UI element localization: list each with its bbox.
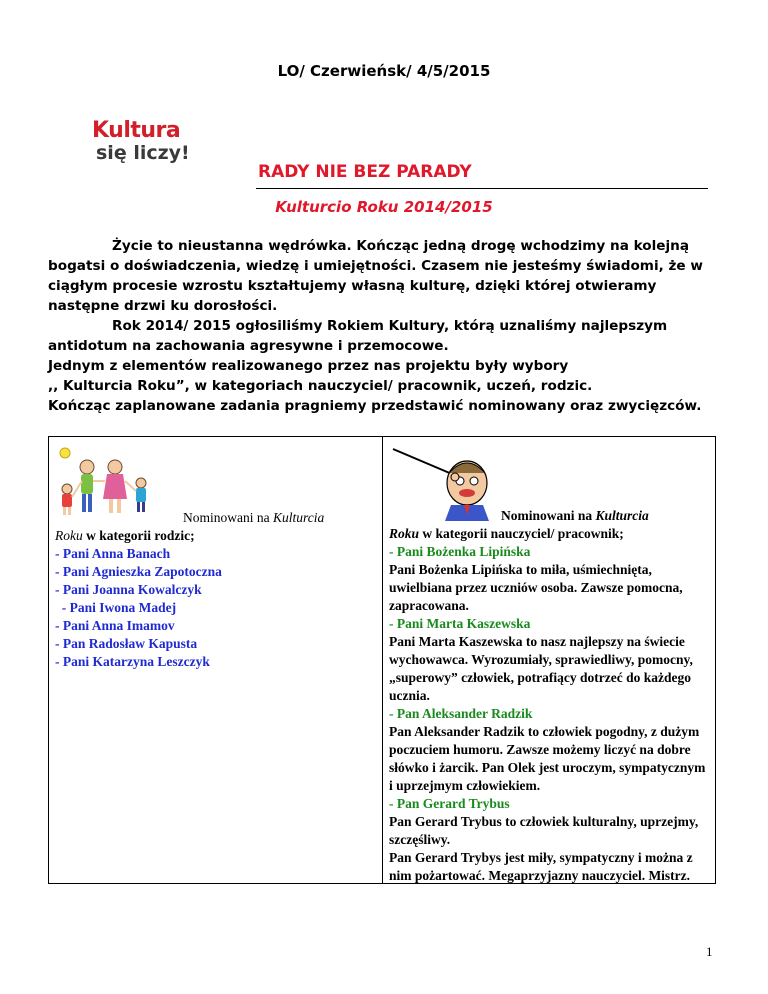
nominee-name: - Pani Anna Banach <box>55 546 171 561</box>
parent-category-heading <box>55 509 377 527</box>
heading-text: Nominowani na <box>501 508 596 523</box>
page-number: 1 <box>706 944 713 959</box>
heading-text: Nominowani na <box>183 510 273 525</box>
page-title: RADY NIE BEZ PARADY <box>258 162 472 182</box>
intro-text <box>48 236 728 416</box>
intro-paragraph: Jednym z elementów realizowanego przez nas projektu były wybory <box>48 358 569 374</box>
intro-paragraph: Życie to nieustanna wędrówka. Kończąc jedną drogę wchodzimy na kolejną bogatsi o doświadczenia, wiedzę i umiejętności. Czasem nie jesteśmy świadomi, że w ciągłym procesie wzrostu kształtujemy własną kulturę, dzięki której otwieramy następne drzwi ku dorosłości. <box>48 238 703 314</box>
nominee-name: - Pani Anna Imamov <box>55 618 175 633</box>
parent-category-heading-cont <box>55 527 377 545</box>
logo-top-text: Kultura <box>92 118 181 143</box>
logo-bottom-text: się liczy! <box>96 142 190 164</box>
nominee-description: Pan Gerard Trybus to człowiek kulturalny, uprzejmy, szczęśliwy. <box>389 814 699 847</box>
nominee-name: - Pan Radosław Kapusta <box>55 636 198 651</box>
nominee-name: - Pani Iwona Madej <box>55 600 177 615</box>
nominee-description: Pani Marta Kaszewska to nasz najlepszy na świecie wychowawca. Wyrozumiały, sprawiedliwy, pomocny, „superowy” człowiek, potrafiący dotrzeć do każdego ucznia. <box>389 634 693 703</box>
nominee-name: - Pani Joanna Kowalczyk <box>55 582 202 597</box>
heading-italic: Roku <box>55 528 83 543</box>
document-header: LO/ Czerwieńsk/ 4/5/2015 <box>277 62 491 80</box>
intro-paragraph: Kończąc zaplanowane zadania pragniemy przedstawić nominowany oraz zwycięzców. <box>48 398 702 414</box>
title-rule <box>256 188 708 189</box>
heading-italic: Kulturcia <box>273 510 325 525</box>
nominee-name: - Pani Katarzyna Leszczyk <box>55 654 210 669</box>
kultura-logo <box>92 120 202 164</box>
nominee-description: Pan Aleksander Radzik to człowiek pogodny, z dużym poczuciem humoru. Zawsze możemy liczyć na dobre słówko i żarcik. Pan Olek jest uroczym, sympatycznym i uprzejmym człowiekiem. <box>389 724 706 793</box>
nominee-description: Pan Gerard Trybys jest miły, sympatyczny i można z nim pożartować. Megaprzyjazny nauczyciel. Mistrz. <box>389 850 693 883</box>
intro-paragraph: Rok 2014/ 2015 ogłosiliśmy Rokiem Kultury, którą uznaliśmy najlepszym antidotum na zachowania agresywne i przemocowe. <box>48 318 668 354</box>
heading-text: w kategorii nauczyciel/ pracownik; <box>419 526 624 541</box>
nominee-name: - Pani Agnieszka Zapotoczna <box>55 564 222 579</box>
teacher-category-cell <box>389 443 709 885</box>
teacher-category-heading-cont <box>389 525 709 543</box>
teacher-category-heading <box>389 507 709 525</box>
heading-italic: Roku <box>389 526 420 541</box>
table-divider <box>382 437 383 883</box>
intro-paragraph: ,, Kulturcia Roku”, w kategoriach nauczyciel/ pracownik, uczeń, rodzic. <box>48 378 593 394</box>
nominee-name: - Pan Aleksander Radzik <box>389 706 533 721</box>
heading-italic: Kulturcia <box>595 508 649 523</box>
parent-category-cell <box>55 443 377 671</box>
nominee-name: - Pani Marta Kaszewska <box>389 616 531 631</box>
nominee-name: - Pani Bożenka Lipińska <box>389 544 531 559</box>
page-subtitle: Kulturcio Roku 2014/2015 <box>275 198 493 216</box>
nominee-name: - Pan Gerard Trybus <box>389 796 510 811</box>
nominee-description: Pani Bożenka Lipińska to miła, uśmiechnięta, uwielbiana przez uczniów osoba. Zawsze pomocna, zapracowana. <box>389 562 683 613</box>
heading-text: w kategorii rodzic; <box>82 528 195 543</box>
nominees-table <box>48 436 716 884</box>
